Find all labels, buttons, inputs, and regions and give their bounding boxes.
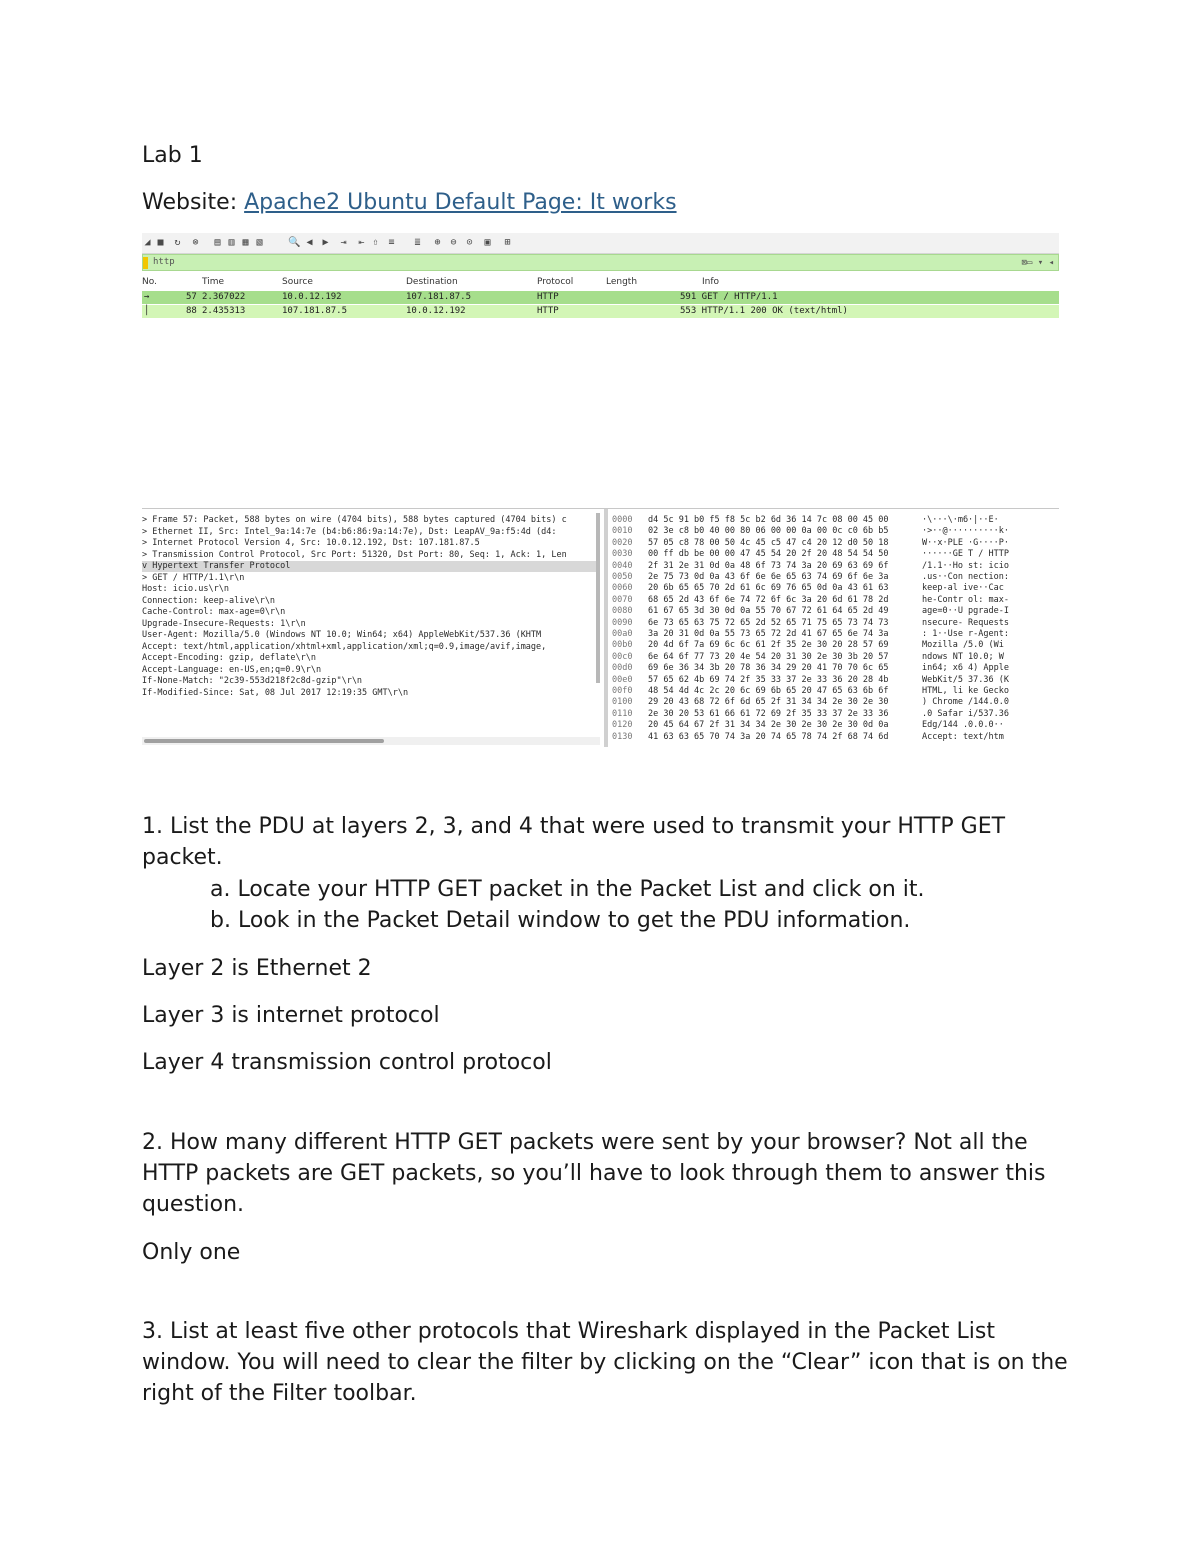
hex-row: [610, 549, 1059, 560]
hex-offset: 0130: [612, 731, 633, 742]
hex-bytes: 29 20 43 68 72 6f 6d 65 2f 31 34 34 2e 30 2e 30: [648, 697, 889, 708]
hex-ascii: ·>··@··········k·: [922, 526, 1009, 537]
hex-ascii: he-Contr ol: max-: [922, 594, 1009, 605]
scroll-thumb: [144, 739, 384, 743]
col-info: Info: [702, 277, 720, 287]
detail-tree-line[interactable]: > Ethernet II, Src: Intel_9a:14:7e (b4:b6:86:9a:14:7e), Dst: LeapAV_9a:f5:4d (d4:: [142, 526, 557, 537]
wireshark-packet-list-screenshot: [142, 233, 1059, 321]
hex-row: [610, 515, 1059, 526]
cell-time: 2.435313: [202, 306, 246, 316]
col-destination: Destination: [406, 277, 458, 287]
hex-bytes: 2f 31 2e 31 0d 0a 48 6f 73 74 3a 20 69 63 69 6f: [648, 560, 889, 571]
hex-bytes: 6e 64 6f 77 73 20 4e 54 20 31 30 2e 30 3b 20 57: [648, 651, 889, 662]
hex-bytes: 68 65 2d 43 6f 6e 74 72 6f 6c 3a 20 6d 61 78 2d: [648, 594, 889, 605]
hex-ascii: .us··Con nection:: [922, 572, 1009, 582]
hex-row: [610, 640, 1059, 651]
resize-icon[interactable]: ▣: [484, 237, 491, 248]
packet-row: [142, 291, 1059, 304]
detail-tree-line[interactable]: > GET / HTTP/1.1\r\n: [142, 572, 245, 583]
filter-bookmark-icon: [143, 257, 148, 269]
hex-row: [610, 652, 1059, 663]
hex-bytes: 41 63 63 65 70 74 3a 20 74 65 78 74 2f 68 74 6d: [648, 731, 889, 742]
hex-row: [610, 572, 1059, 583]
filter-clear-buttons: ⊠▭ ▾ ◂: [1021, 258, 1054, 268]
row-marker: │: [144, 306, 150, 316]
hex-ascii: ······GE T / HTTP: [922, 549, 1009, 560]
detail-tree-line[interactable]: Upgrade-Insecure-Requests: 1\r\n: [142, 618, 306, 629]
save-icon[interactable]: ▥: [228, 237, 235, 248]
hex-row: [610, 663, 1059, 674]
hex-ascii: ·\···\·m6·|··E·: [922, 515, 999, 525]
hex-bytes: 61 67 65 3d 30 0d 0a 55 70 67 72 61 64 65 2d 49: [648, 606, 889, 617]
hex-offset: 00d0: [612, 663, 633, 674]
hex-offset: 00f0: [612, 686, 633, 696]
hex-bytes: 3a 20 31 0d 0a 55 73 65 72 2d 41 67 65 6e 74 3a: [648, 629, 889, 639]
cell-source: 10.0.12.192: [282, 292, 342, 302]
stop-icon[interactable]: ■: [157, 237, 164, 248]
packet-list-header: [142, 275, 1059, 289]
detail-tree-line[interactable]: Accept: text/html,application/xhtml+xml,application/xml;q=0.9,image/avif,image,: [142, 641, 547, 652]
back-icon[interactable]: ◀: [306, 237, 313, 248]
detail-tree-line[interactable]: > Internet Protocol Version 4, Src: 10.0.12.192, Dst: 107.181.87.5: [142, 538, 480, 548]
cell-info: 591 GET / HTTP/1.1: [680, 292, 778, 302]
hex-row: [610, 697, 1059, 708]
col-no: No.: [142, 277, 157, 287]
hex-row: [610, 538, 1059, 549]
detail-tree-line[interactable]: If-None-Match: "2c39-553d218f2c8d-gzip"\r\n: [142, 676, 363, 686]
hex-row: [610, 561, 1059, 572]
hex-row: [610, 595, 1059, 606]
detail-vertical-scrollbar: [596, 513, 600, 683]
hex-ascii: Edg/144 .0.0.0··: [922, 720, 1004, 731]
hex-offset: 0120: [612, 720, 633, 731]
hex-bytes: 57 05 c8 78 00 50 4c 45 c5 47 c4 20 12 d0 50 18: [648, 537, 889, 548]
hex-bytes: 20 6b 65 65 70 2d 61 6c 69 76 65 0d 0a 43 61 63: [648, 583, 889, 594]
cell-no: 57: [186, 292, 197, 302]
cell-protocol: HTTP: [537, 292, 559, 302]
wireshark-toolbar: [142, 233, 1059, 254]
zoom-out-icon[interactable]: ⊖: [450, 237, 457, 248]
answer-2: Only one: [142, 1240, 241, 1265]
hex-ascii: : 1··Use r-Agent:: [922, 629, 1009, 639]
detail-tree-line[interactable]: Accept-Encoding: gzip, deflate\r\n: [142, 653, 316, 663]
cell-destination: 107.181.87.5: [406, 292, 472, 302]
hex-ascii: /1.1··Ho st: icio: [922, 560, 1009, 571]
hex-row: [610, 629, 1059, 640]
hex-row: [610, 526, 1059, 537]
hex-ascii: Accept: text/htm: [922, 731, 1004, 742]
hex-ascii: in64; x6 4) Apple: [922, 663, 1009, 674]
hex-row: [610, 583, 1059, 594]
first-icon[interactable]: ⇤: [358, 237, 365, 248]
question-3: 3. List at least five other protocols that Wireshark displayed in the Packet List window. You will need to clear the filter by clicking on the “Clear” icon that is on the right of the Filter toolbar.: [142, 1319, 1068, 1406]
wireshark-packet-detail-screenshot: [142, 508, 1059, 747]
detail-tree-line[interactable]: Cache-Control: max-age=0\r\n: [142, 607, 286, 617]
cell-destination: 10.0.12.192: [406, 306, 466, 316]
lab-title: Lab 1: [142, 143, 203, 168]
last-icon[interactable]: ⇧: [372, 237, 379, 248]
answer-layer-4: Layer 4 transmission control protocol: [142, 1050, 552, 1075]
col-protocol: Protocol: [537, 277, 574, 287]
display-filter-bar: [142, 254, 1059, 271]
detail-tree-line[interactable]: Accept-Language: en-US,en;q=0.9\r\n: [142, 664, 322, 675]
options-icon[interactable]: ⊗: [192, 237, 199, 248]
cell-time: 2.367022: [202, 292, 246, 302]
website-label: Website:: [142, 190, 245, 215]
question-2: 2. How many different HTTP GET packets were sent by your browser? Not all the HTTP packets are GET packets, so you’ll have to look through them to answer this question.: [142, 1130, 1046, 1217]
hex-ascii: HTML, li ke Gecko: [922, 686, 1009, 696]
hex-offset: 0080: [612, 606, 633, 617]
answer-layer-3: Layer 3 is internet protocol: [142, 1003, 440, 1028]
hex-offset: 0100: [612, 697, 633, 708]
question-1: 1. List the PDU at layers 2, 3, and 4 that were used to transmit your HTTP GET packet.: [142, 814, 1006, 870]
hex-bytes: 57 65 62 4b 69 74 2f 35 33 37 2e 33 36 20 28 4b: [648, 674, 889, 685]
restart-icon[interactable]: ↻: [174, 237, 181, 248]
cell-source: 107.181.87.5: [282, 306, 348, 316]
cell-no: 88: [186, 306, 197, 316]
zoom-reset-icon[interactable]: ⊙: [466, 237, 473, 248]
hex-ascii: keep-al ive··Cac: [922, 583, 1004, 594]
hex-bytes: 20 45 64 67 2f 31 34 34 2e 30 2e 30 2e 30 0d 0a: [648, 720, 889, 731]
forward-icon[interactable]: ▶: [322, 237, 329, 248]
question-1a: a. Locate your HTTP GET packet in the Packet List and click on it.: [210, 877, 925, 902]
hex-offset: 00c0: [612, 651, 633, 662]
hex-ascii: nsecure- Requests: [922, 617, 1009, 628]
detail-tree-line[interactable]: Connection: keep-alive\r\n: [142, 595, 276, 606]
col-length: Length: [606, 277, 638, 287]
open-icon[interactable]: ▤: [214, 237, 221, 248]
hex-offset: 0030: [612, 549, 633, 560]
hex-offset: 00b0: [612, 640, 633, 651]
hex-offset: 00a0: [612, 629, 633, 639]
hex-row: [610, 720, 1059, 731]
hex-bytes: 00 ff db be 00 00 47 45 54 20 2f 20 48 54 54 50: [648, 549, 889, 560]
website-link[interactable]: Apache2 Ubuntu Default Page: It works: [244, 190, 677, 215]
question-1b: b. Look in the Packet Detail window to get the PDU information.: [210, 908, 911, 933]
hex-offset: 0060: [612, 583, 633, 594]
col-time: Time: [202, 277, 225, 287]
hex-ascii: WebKit/5 37.36 (K: [922, 674, 1009, 685]
hex-offset: 0000: [612, 515, 633, 525]
shark-fin-icon[interactable]: ◢: [144, 237, 151, 248]
website-line: [142, 187, 677, 218]
hex-bytes: 48 54 4d 4c 2c 20 6c 69 6b 65 20 47 65 63 6b 6f: [648, 686, 889, 696]
hex-row: [610, 606, 1059, 617]
filter-input: http: [153, 257, 175, 267]
detail-tree-line[interactable]: v Hypertext Transfer Protocol: [142, 561, 600, 572]
detail-tree-line[interactable]: Host: icio.us\r\n: [142, 584, 229, 594]
hex-ascii: .0 Safar i/537.36: [922, 708, 1009, 719]
packet-row: [142, 305, 1059, 318]
hex-offset: 0010: [612, 526, 633, 537]
detail-tree-line[interactable]: > Frame 57: Packet, 588 bytes on wire (4704 bits), 588 bytes captured (4704 bits) c: [142, 515, 567, 525]
hex-offset: 0110: [612, 708, 633, 719]
hex-bytes: 2e 75 73 0d 0a 43 6f 6e 6e 65 63 74 69 6f 6e 3a: [648, 572, 889, 582]
hex-bytes: d4 5c 91 b0 f5 f8 5c b2 6d 36 14 7c 08 00 45 00: [648, 515, 889, 525]
hex-offset: 0070: [612, 594, 633, 605]
colorize-icon[interactable]: ≣: [414, 237, 421, 248]
packet-detail-pane: [142, 513, 600, 735]
zoom-in-icon[interactable]: ⊕: [434, 237, 441, 248]
hex-row: [610, 618, 1059, 629]
hex-bytes: 6e 73 65 63 75 72 65 2d 52 65 71 75 65 73 74 73: [648, 617, 889, 628]
col-source: Source: [282, 277, 313, 287]
hex-bytes: 20 4d 6f 7a 69 6c 6c 61 2f 35 2e 30 20 28 57 69: [648, 640, 889, 651]
row-marker: →: [144, 292, 150, 302]
hex-ascii: Mozilla /5.0 (Wi: [922, 640, 1004, 651]
find-icon[interactable]: 🔍: [288, 237, 301, 248]
hex-ascii: W··x·PLE ·G····P·: [922, 537, 1009, 548]
goto-icon[interactable]: ⇥: [340, 237, 347, 248]
answer-layer-2: Layer 2 is Ethernet 2: [142, 956, 372, 981]
hex-row: [610, 709, 1059, 720]
hex-row: [610, 686, 1059, 697]
autoscroll-icon[interactable]: ≡: [388, 237, 395, 248]
cell-info: 553 HTTP/1.1 200 OK (text/html): [680, 306, 848, 316]
packet-bytes-pane: [610, 513, 1059, 743]
hex-offset: 0020: [612, 537, 633, 548]
hex-bytes: 2e 30 20 53 61 66 61 72 69 2f 35 33 37 2e 33 36: [648, 708, 889, 719]
hex-ascii: age=0··U pgrade-I: [922, 606, 1009, 617]
cell-protocol: HTTP: [537, 306, 559, 316]
detail-horizontal-scrollbar: [142, 737, 600, 745]
hex-offset: 0050: [612, 572, 633, 582]
hex-offset: 0090: [612, 617, 633, 628]
pane-splitter: [604, 509, 608, 747]
hex-row: [610, 675, 1059, 686]
hex-offset: 00e0: [612, 674, 633, 685]
hex-ascii: ndows NT 10.0; W: [922, 651, 1004, 662]
detail-tree-line[interactable]: User-Agent: Mozilla/5.0 (Windows NT 10.0; Win64; x64) AppleWebKit/537.36 (KHTM: [142, 630, 542, 640]
hex-ascii: ) Chrome /144.0.0: [922, 697, 1009, 708]
hex-bytes: 69 6e 36 34 3b 20 78 36 34 29 20 41 70 70 6c 65: [648, 663, 889, 674]
reload-icon[interactable]: ▧: [256, 237, 263, 248]
hex-bytes: 02 3e c8 b0 40 00 80 06 00 00 0a 00 0c c0 6b b5: [648, 526, 889, 537]
expand-icon[interactable]: ⊞: [504, 237, 511, 248]
close-icon[interactable]: ▦: [242, 237, 249, 248]
hex-row: [610, 732, 1059, 743]
detail-tree-line[interactable]: > Transmission Control Protocol, Src Port: 51320, Dst Port: 80, Seq: 1, Ack: 1, Len: [142, 549, 567, 560]
detail-tree-line[interactable]: If-Modified-Since: Sat, 08 Jul 2017 12:19:35 GMT\r\n: [142, 687, 409, 698]
hex-offset: 0040: [612, 560, 633, 571]
